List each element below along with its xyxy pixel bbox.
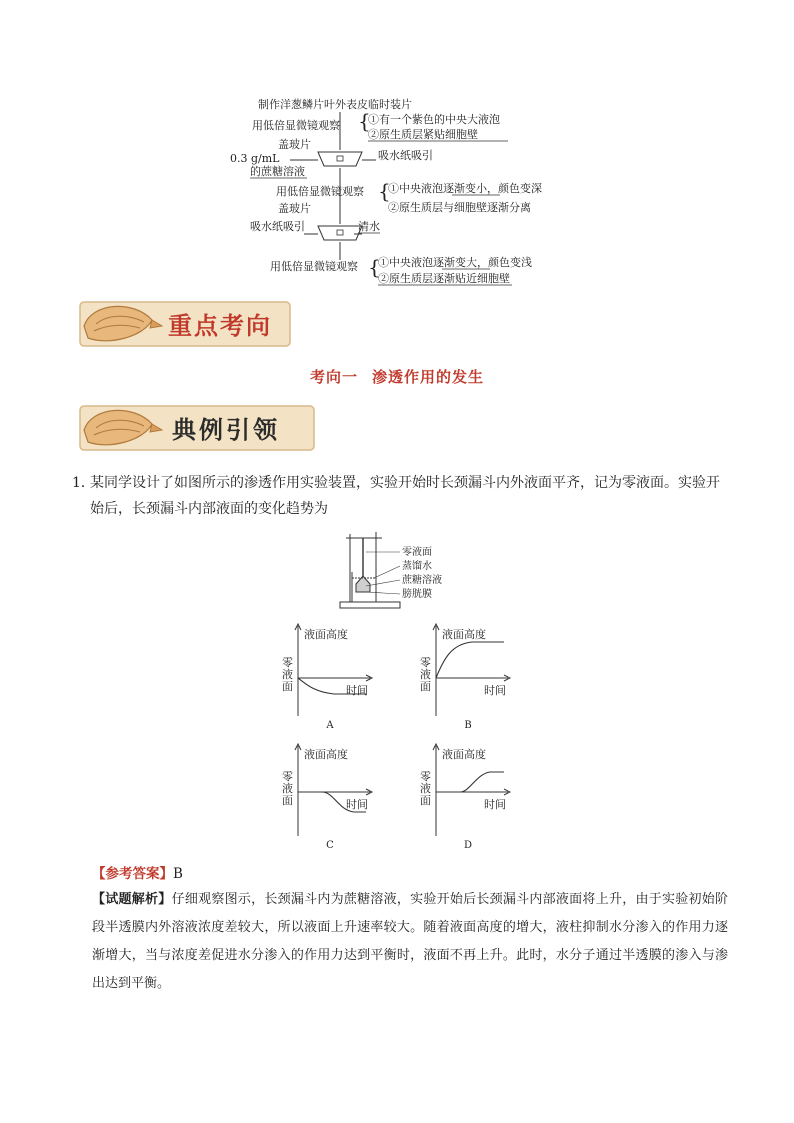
analysis-block: 【试题解析】仔细观察图示，长颈漏斗内为蔗糖溶液，实验开始后长颈漏斗内部液面将上升，由于实验初始阶段半透膜内外溶液浓度差较大，所以液面上升速率较大。随着液面高度的增大，液柱抑制水分渗入的作用力逐渐增大，当与浓度差促进水分渗入的作用力达到平衡时，液面不再上升。此时，水分子通过半透膜的渗入与渗出达到平衡。 [92,892,728,991]
slide-shape [318,152,362,166]
zero-level-label: 面 [282,680,293,693]
flow-observe1-label: 用低倍显微镜观察 [252,119,340,132]
zero-level-label: 零 [420,770,431,783]
flow-cover1: 盖玻片 [278,138,311,151]
flow-observe2-item2: ②原生质层与细胞壁逐渐分离 [388,201,531,214]
question-stem: 某同学设计了如图所示的渗透作用实验装置，实验开始时长颈漏斗内外液面平齐，记为零液面。实验开始后，长颈漏斗内部液面的变化趋势为 [90,475,720,517]
section-part2: 渗透作用的发生 [372,368,485,386]
brace-icon: { [358,109,371,133]
analysis-text: 仔细观察图示，长颈漏斗内为蔗糖溶液，实验开始后长颈漏斗内部液面将上升，由于实验初始阶段半透膜内外溶液浓度差较大，所以液面上升速率较大。随着液面高度的增大，液柱抑制水分渗入的作用力逐渐增大，当与浓度差促进水分渗入的作用力达到平衡时，液面不再上升。此时，水分子通过半透膜的渗入与渗出达到平衡。 [92,892,728,991]
banner-key-directions [74,296,294,352]
flow-observe3-item1: ①中央液泡逐渐变大，颜色变浅 [378,256,532,269]
x-axis-label: 时间 [346,798,368,811]
y-axis-label: 液面高度 [442,628,486,641]
zero-level-label: 液 [282,668,293,681]
banner-title: 典例引领 [172,415,280,444]
trend-curve [436,772,504,792]
zero-level-label: 面 [420,680,431,693]
option-label: A [326,720,334,730]
y-axis-label: 液面高度 [304,748,348,761]
apparatus-label-membrane: 膀胱膜 [402,589,432,600]
banner-title: 重点考向 [168,311,272,340]
zero-level-label: 液 [420,668,431,681]
answer-value: B [173,866,183,882]
flow-step1: 制作洋葱鳞片叶外表皮临时装片 [258,98,412,111]
plasmolysis-flow-diagram [230,90,570,290]
flow-observe3-label: 用低倍显微镜观察 [270,260,358,273]
y-axis-label: 液面高度 [442,748,486,761]
question-number: 1． [72,475,95,491]
flow-solution-name: 的蔗糖溶液 [250,165,305,178]
analysis-tag: 试题解析 [105,892,159,907]
flow-observe2-item1: ①中央液泡逐渐变小，颜色变深 [388,182,542,195]
zero-level-label: 零 [282,770,293,783]
sample-square [337,230,343,235]
zero-level-label: 液 [420,782,431,795]
stand-base [340,602,400,608]
osmosis-apparatus-figure [336,528,486,612]
sample-square [337,156,343,161]
apparatus-label-water: 蒸馏水 [402,561,432,572]
answer-line: 【参考答案】B [92,866,183,882]
question-1 [72,470,732,522]
option-label: B [464,720,472,730]
x-axis-label: 时间 [484,684,506,697]
zero-level-label: 零 [420,656,431,669]
zero-level-label: 面 [420,794,431,807]
zero-level-label: 液 [282,782,293,795]
flow-observe2-label: 用低倍显微镜观察 [276,185,364,198]
section-part1: 考向一 [309,368,358,386]
y-axis-label: 液面高度 [304,628,348,641]
x-axis-label: 时间 [484,798,506,811]
flow-solution-conc: 0.3 g/mL [230,152,280,165]
flow-absorb2: 吸水纸吸引 [250,220,305,233]
flow-observe1-item1: ①有一个紫色的中央大液泡 [368,113,500,126]
trend-graph-b [400,620,520,730]
apparatus-label-sucrose: 蔗糖溶液 [402,575,442,586]
section-title [0,366,794,387]
option-label: D [463,840,473,850]
flow-observe1-item2: ②原生质层紧贴细胞壁 [368,128,478,141]
trend-graph-d [400,740,520,850]
brace-icon: { [368,255,381,279]
flow-water: 清水 [358,220,380,233]
flow-observe3-item2: ②原生质层逐渐贴近细胞壁 [378,272,510,285]
answer-tag: 参考答案 [105,866,160,882]
zero-level-label: 零 [282,656,293,669]
banner-typical-examples [74,400,318,456]
x-axis-label: 时间 [346,684,368,697]
trend-graph-c [262,740,382,850]
brace-icon: { [378,179,391,203]
trend-curve [436,642,504,678]
flow-cover2: 盖玻片 [278,202,311,215]
zero-level-label: 面 [282,794,293,807]
trend-graph-a [262,620,382,730]
slide-shape [318,226,362,240]
option-label: C [326,840,334,850]
flow-absorb1: 吸水纸吸引 [378,149,433,162]
apparatus-label-zero: 零液面 [402,547,432,558]
